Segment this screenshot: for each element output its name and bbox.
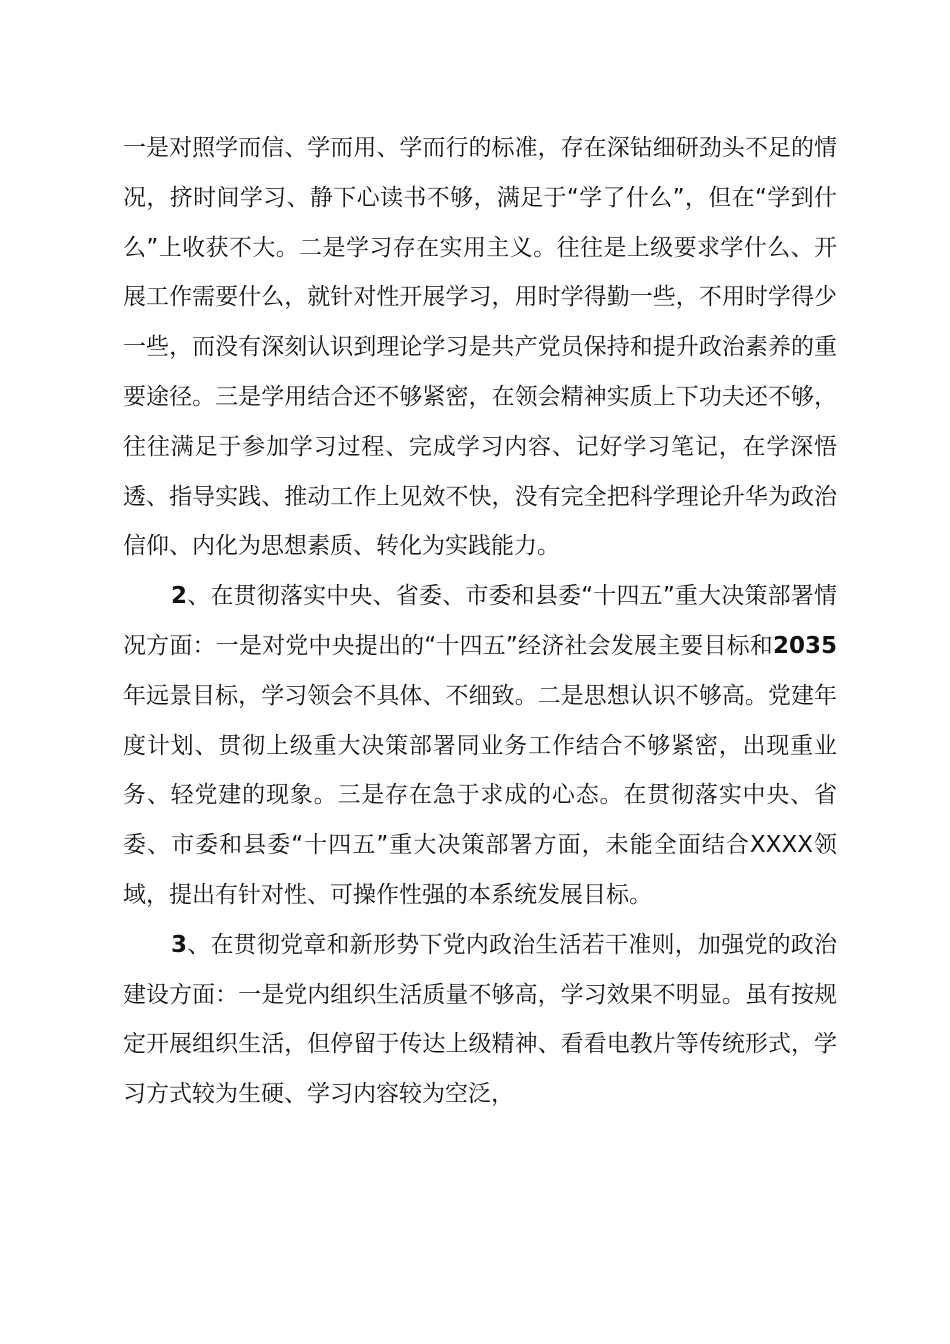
paragraph-2-year: 2035 (772, 632, 837, 659)
paragraph-2-text-before: 、在贯彻落实中央、省委、市委和县委“十四五”重大决策部署情况方面：一是对党中央提出的“十四五”经济社会发展主要目标和 (123, 583, 837, 659)
paragraph-2 (123, 572, 837, 921)
document-body (123, 124, 837, 1120)
paragraph-3-number: 3 (171, 931, 188, 958)
paragraph-3-text: 、在贯彻党章和新形势下党内政治生活若干准则，加强党的政治建设方面：一是党内组织生活质量不够高，学习效果不明显。虽有按规定开展组织生活，但停留于传达上级精神、看看电教片等传统形式，学习方式较为生硬、学习内容较为空泛， (123, 931, 837, 1108)
paragraph-2-number: 2 (171, 583, 188, 610)
paragraph-2-text-after: 年远景目标，学习领会不具体、不细致。二是思想认识不够高。党建年度计划、贯彻上级重大决策部署同业务工作结合不够紧密，出现重业务、轻党建的现象。三是存在急于求成的心态。在贯彻落实中央、省委、市委和县委“十四五”重大决策部署方面，未能全面结合XXXX领域，提出有针对性、可操作性强的本系统发展目标。 (123, 682, 837, 908)
paragraph-3 (123, 921, 837, 1120)
paragraph-1-text: 一是对照学而信、学而用、学而行的标准，存在深钻细研劲头不足的情况，挤时间学习、静下心读书不够，满足于“学了什么”，但在“学到什么”上收获不大。二是学习存在实用主义。往往是上级要求学什么、开展工作需要什么，就针对性开展学习，用时学得勤一些，不用时学得少一些，而没有深刻认识到理论学习是共产党员保持和提升政治素养的重要途径。三是学用结合还不够紧密，在领会精神实质上下功夫还不够，往往满足于参加学习过程、完成学习内容、记好学习笔记，在学深悟透、指导实践、推动工作上见效不快，没有完全把科学理论升华为政治信仰、内化为思想素质、转化为实践能力。 (123, 135, 837, 560)
paragraph-1 (123, 124, 837, 572)
